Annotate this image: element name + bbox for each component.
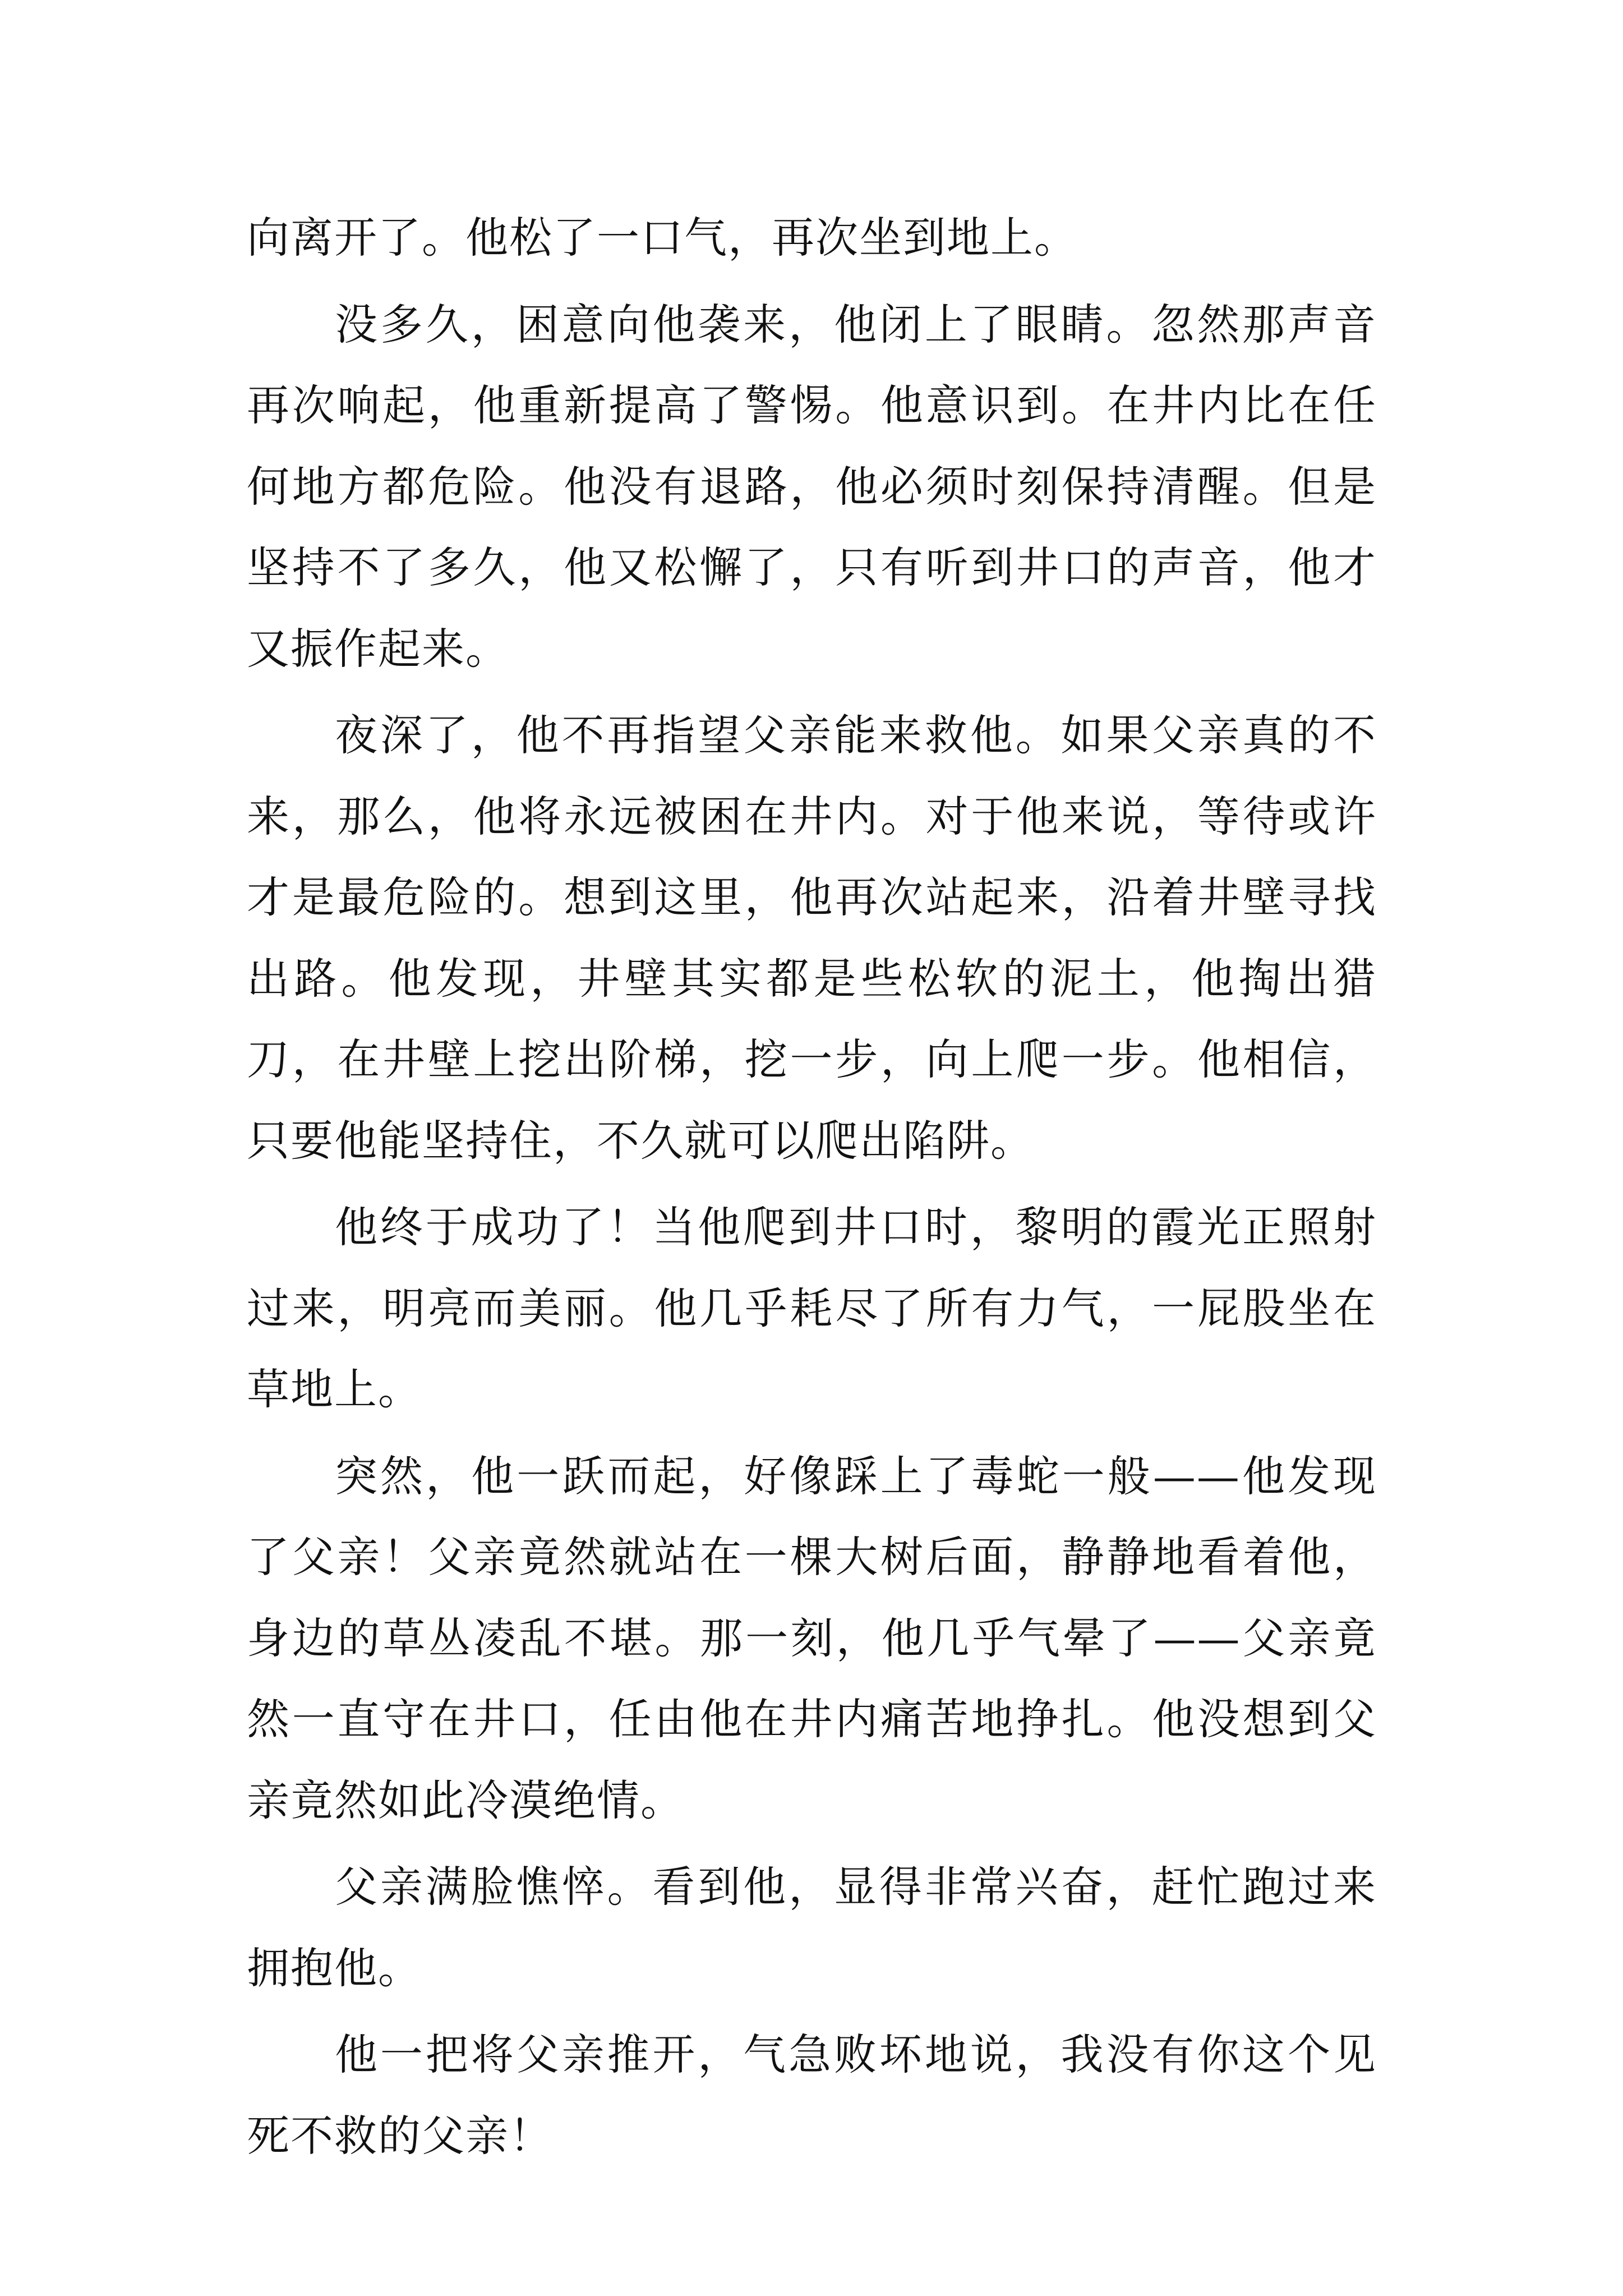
paragraph: 他一把将父亲推开，气急败坏地说，我没有你这个见死不救的父亲！ — [247, 2030, 1377, 2161]
paragraph: 突然，他一跃而起，好像踩上了毒蛇一般——他发现了父亲！父亲竟然就站在一棵大树后面，静静地看着他，身边的草丛凌乱不堪。那一刻，他几乎气晕了——父亲竟然一直守在井口，任由他在井内痛苦地挣扎。他没想到父亲竟然如此冷漠绝情。 — [247, 1451, 1377, 1825]
paragraph: 夜深了，他不再指望父亲能来救他。如果父亲真的不来，那么，他将永远被困在井内。对于他来说，等待或许才是最危险的。想到这里，他再次站起来，沿着井壁寻找出路。他发现，井壁其实都是些松软的泥土，他掏出猎刀，在井壁上挖出阶梯，挖一步，向上爬一步。他相信，只要他能坚持住，不久就可以爬出陷阱。 — [247, 710, 1377, 1166]
paragraph-continuation: 向离开了。他松了一口气，再次坐到地上。 — [247, 213, 1078, 263]
paragraph: 他终于成功了！当他爬到井口时，黎明的霞光正照射过来，明亮而美丽。他几乎耗尽了所有力气，一屁股坐在草地上。 — [247, 1202, 1377, 1414]
story-text — [247, 197, 1377, 2182]
paragraph: 没多久，困意向他袭来，他闭上了眼睛。忽然那声音再次响起，他重新提高了警惕。他意识到。在井内比在任何地方都危险。他没有退路，他必须时刻保持清醒。但是坚持不了多久，他又松懈了，只有听到井口的声音，他才又振作起来。 — [247, 299, 1377, 674]
paragraph: 父亲满脸憔悴。看到他，显得非常兴奋，赶忙跑过来拥抱他。 — [247, 1862, 1377, 1993]
